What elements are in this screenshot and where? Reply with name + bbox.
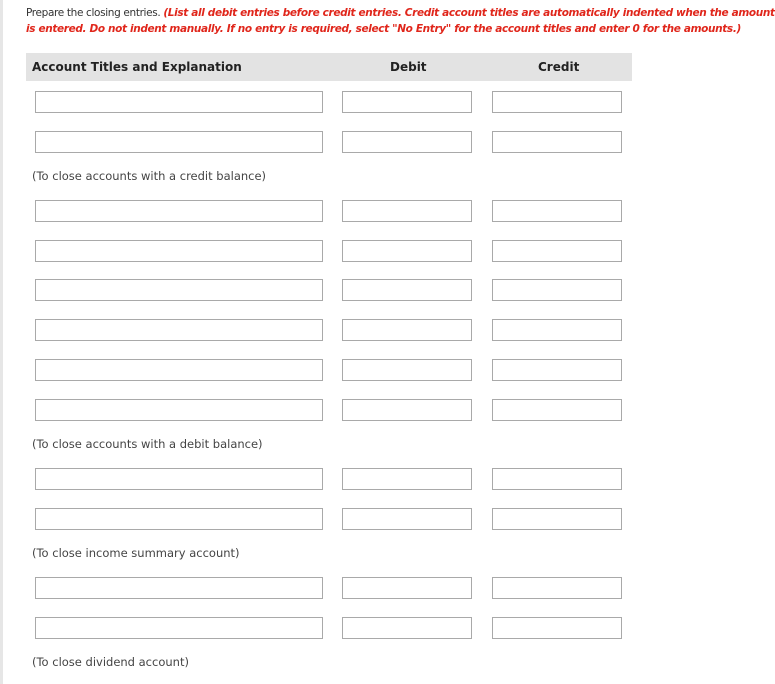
debit-amount-input[interactable] xyxy=(342,508,472,530)
account-title-input[interactable] xyxy=(35,577,323,599)
table-row xyxy=(0,577,655,601)
account-title-input[interactable] xyxy=(35,91,323,113)
debit-amount-input[interactable] xyxy=(342,319,472,341)
table-row xyxy=(0,508,655,532)
header-account-titles: Account Titles and Explanation xyxy=(32,60,242,74)
instructions-emphasis-1: (List all debit entries before credit entries. Credit account titles are automatically indented when the amount xyxy=(163,7,775,19)
instructions-line-2 xyxy=(26,21,741,37)
table-row xyxy=(0,131,655,155)
debit-amount-input[interactable] xyxy=(342,617,472,639)
credit-amount-input[interactable] xyxy=(492,359,622,381)
table-row xyxy=(0,240,655,264)
account-title-input[interactable] xyxy=(35,617,323,639)
table-row xyxy=(0,319,655,343)
credit-amount-input[interactable] xyxy=(492,240,622,262)
account-title-input[interactable] xyxy=(35,319,323,341)
account-title-input[interactable] xyxy=(35,359,323,381)
table-row xyxy=(0,399,655,423)
credit-amount-input[interactable] xyxy=(492,279,622,301)
table-row xyxy=(0,617,655,641)
table-row xyxy=(0,200,655,224)
header-credit: Credit xyxy=(538,60,580,74)
debit-amount-input[interactable] xyxy=(342,91,472,113)
account-title-input[interactable] xyxy=(35,279,323,301)
debit-amount-input[interactable] xyxy=(342,279,472,301)
credit-amount-input[interactable] xyxy=(492,508,622,530)
credit-amount-input[interactable] xyxy=(492,319,622,341)
credit-amount-input[interactable] xyxy=(492,399,622,421)
instructions xyxy=(26,5,775,37)
account-title-input[interactable] xyxy=(35,399,323,421)
instructions-line-1 xyxy=(26,5,775,21)
table-row xyxy=(0,359,655,383)
entry-explanation: (To close dividend account) xyxy=(32,655,189,669)
credit-amount-input[interactable] xyxy=(492,200,622,222)
account-title-input[interactable] xyxy=(35,200,323,222)
debit-amount-input[interactable] xyxy=(342,131,472,153)
entry-explanation: (To close accounts with a credit balance) xyxy=(32,169,267,183)
header-debit: Debit xyxy=(390,60,427,74)
account-title-input[interactable] xyxy=(35,508,323,530)
instructions-lead: Prepare the closing entries. xyxy=(26,7,161,19)
table-row xyxy=(0,91,655,115)
table-row xyxy=(0,468,655,492)
credit-amount-input[interactable] xyxy=(492,617,622,639)
instructions-emphasis-2: is entered. Do not indent manually. If no entry is required, select "No Entry" for the account titles and enter 0 for the amounts.) xyxy=(26,23,741,35)
debit-amount-input[interactable] xyxy=(342,359,472,381)
table-header xyxy=(26,53,632,81)
credit-amount-input[interactable] xyxy=(492,468,622,490)
debit-amount-input[interactable] xyxy=(342,577,472,599)
credit-amount-input[interactable] xyxy=(492,577,622,599)
table-row xyxy=(0,279,655,303)
credit-amount-input[interactable] xyxy=(492,131,622,153)
account-title-input[interactable] xyxy=(35,240,323,262)
debit-amount-input[interactable] xyxy=(342,468,472,490)
account-title-input[interactable] xyxy=(35,131,323,153)
entry-explanation: (To close accounts with a debit balance) xyxy=(32,437,263,451)
account-title-input[interactable] xyxy=(35,468,323,490)
debit-amount-input[interactable] xyxy=(342,200,472,222)
debit-amount-input[interactable] xyxy=(342,399,472,421)
entry-explanation: (To close income summary account) xyxy=(32,546,240,560)
credit-amount-input[interactable] xyxy=(492,91,622,113)
debit-amount-input[interactable] xyxy=(342,240,472,262)
